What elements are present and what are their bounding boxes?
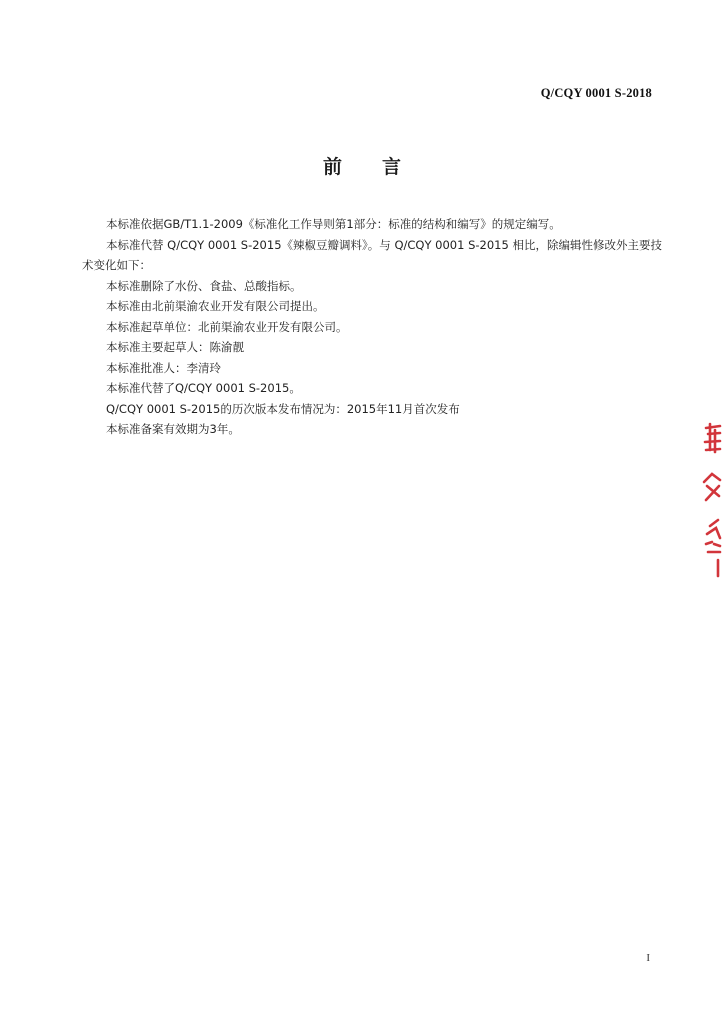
paragraph-deleted-indicators: 本标准删除了水份、食盐、总酸指标。 (106, 278, 302, 293)
paragraph-main-drafter: 本标准主要起草人：陈渝靓 (106, 340, 244, 354)
title-char-1: 前 (322, 156, 342, 178)
red-stamp-edge (698, 420, 724, 580)
paragraph-proposer: 本标准由北前渠渝农业开发有限公司提出。 (106, 299, 325, 313)
page-number: I (646, 952, 650, 964)
paragraph-history: Q/CQY 0001 S-2015的历次版本发布情况为：2015年11月首次发布 (106, 401, 460, 416)
paragraph-replaced: 本标准代替了Q/CQY 0001 S-2015。 (106, 381, 301, 395)
standard-code: Q/CQY 0001 S-2018 (540, 86, 652, 100)
page-title (0, 152, 724, 179)
title-char-2: 言 (382, 156, 402, 178)
paragraph-replaces: 本标准代替 Q/CQY 0001 S-2015《辣椒豆瓣调料》。与 Q/CQY 0001 S-2015 相比，除编辑性修改外主要技术变化如下： (82, 237, 662, 272)
paragraph-basis: 本标准依据GB/T1.1-2009《标准化工作导则第1部分：标准的结构和编写》的规定编写。 (106, 217, 561, 231)
paragraph-approver: 本标准批准人：李清玲 (106, 360, 221, 375)
paragraph-validity: 本标准备案有效期为3年。 (106, 422, 240, 436)
paragraph-drafting-unit: 本标准起草单位：北前渠渝农业开发有限公司。 (106, 319, 348, 334)
foreword-body (82, 214, 662, 440)
